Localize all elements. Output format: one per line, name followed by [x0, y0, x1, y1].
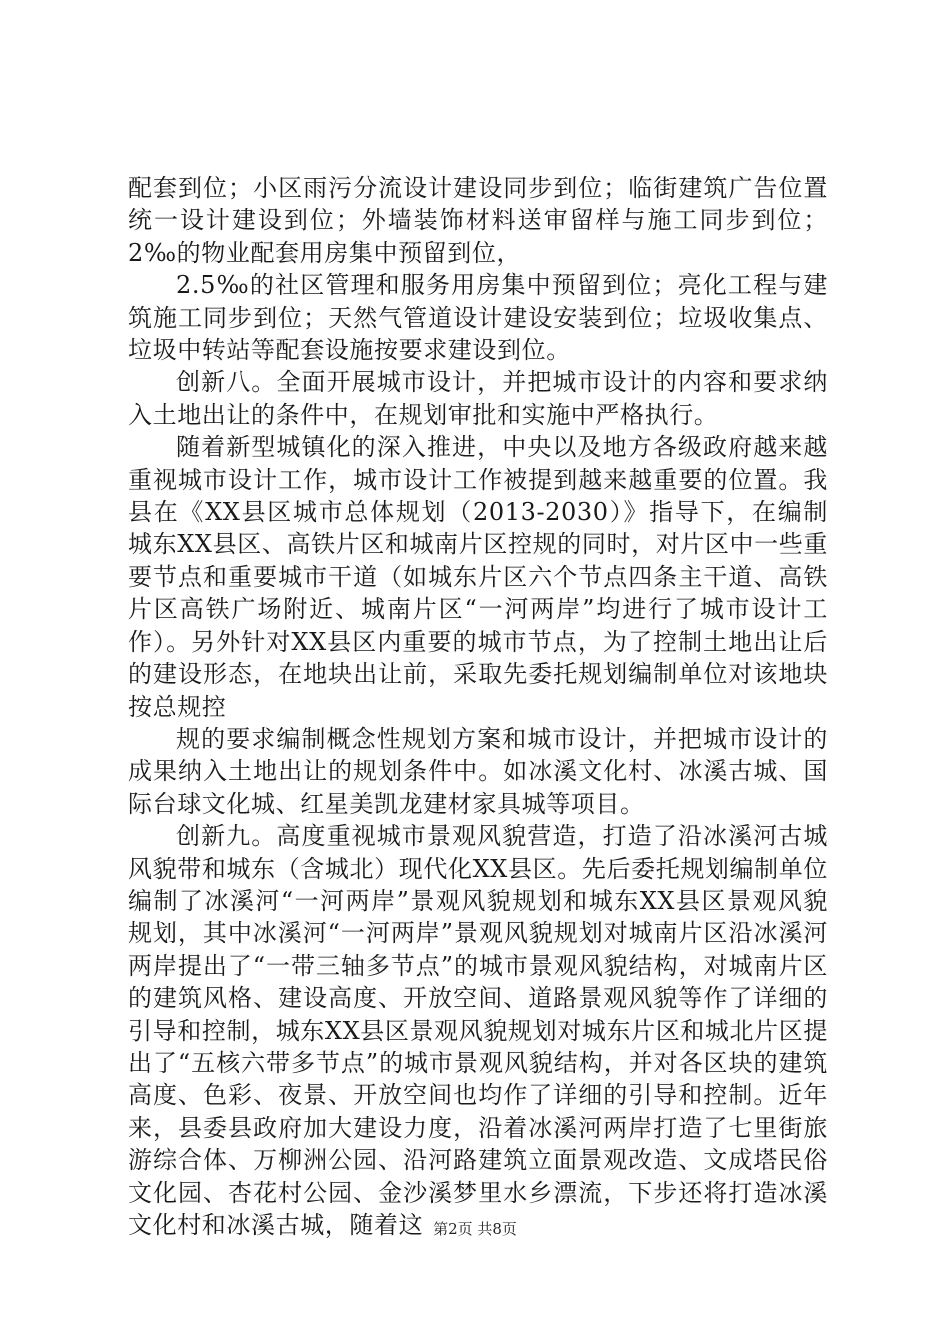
- paragraph-4: 随着新型城镇化的深入推进，中央以及地方各级政府越来越重视城市设计工作，城市设计工作被提到越来越重要的位置。我县在《XX县区城市总体规划（2013-2030）》指导下，在编制城东XX县区、高铁片区和城南片区控规的同时，对片区中一些重要节点和重要城市干道（如城东片区六个节点四条主干道、高铁片区高铁广场附近、城南片区“一河两岸”均进行了城市设计工作）。另外针对XX县区内重要的城市节点，为了控制土地出让后的建设形态，在地块出让前，采取先委托规划编制单位对该地块按总规控: [128, 433, 828, 721]
- document-body: [128, 172, 828, 1241]
- paragraph-6: 创新九。高度重视城市景观风貌营造，打造了沿冰溪河古城风貌带和城东（含城北）现代化XX县区。先后委托规划编制单位编制了冰溪河“一河两岸”景观风貌规划和城东XX县区景观风貌规划，其中冰溪河“一河两岸”景观风貌规划对城南片区沿冰溪河两岸提出了“一带三轴多节点”的城市景观风貌结构，对城南片区的建筑风格、建设高度、开放空间、道路景观风貌等作了详细的引导和控制，城东XX县区景观风貌规划对城东片区和城北片区提出了“五核六带多节点”的城市景观风貌结构，并对各区块的建筑高度、色彩、夜景、开放空间也均作了详细的引导和控制。近年来，县委县政府加大建设力度，沿着冰溪河两岸打造了七里街旅游综合体、万柳洲公园、沿河路建筑立面景观改造、文成塔民俗文化园、杏花村公园、金沙溪梦里水乡漂流，下步还将打造冰溪文化村和冰溪古城，随着这: [128, 822, 828, 1239]
- page-number-label: 第2页 共8页: [433, 1220, 517, 1238]
- paragraph-2: 2.5‰的社区管理和服务用房集中预留到位；亮化工程与建筑施工同步到位；天然气管道设计建设安装到位；垃圾收集点、垃圾中转站等配套设施按要求建设到位。: [128, 271, 828, 365]
- paragraph-1: 配套到位；小区雨污分流设计建设同步到位；临街建筑广告位置统一设计建设到位；外墙装饰材料送审留样与施工同步到位；2‰的物业配套用房集中预留到位，: [128, 174, 828, 267]
- paragraph-5: 规的要求编制概念性规划方案和城市设计，并把城市设计的成果纳入土地出让的规划条件中。如冰溪文化村、冰溪古城、国际台球文化城、红星美凯龙建材家具城等项目。: [128, 724, 828, 818]
- page-footer: [0, 1219, 950, 1239]
- paragraph-3: 创新八。全面开展城市设计，并把城市设计的内容和要求纳入土地出让的条件中，在规划审批和实施中严格执行。: [128, 368, 828, 429]
